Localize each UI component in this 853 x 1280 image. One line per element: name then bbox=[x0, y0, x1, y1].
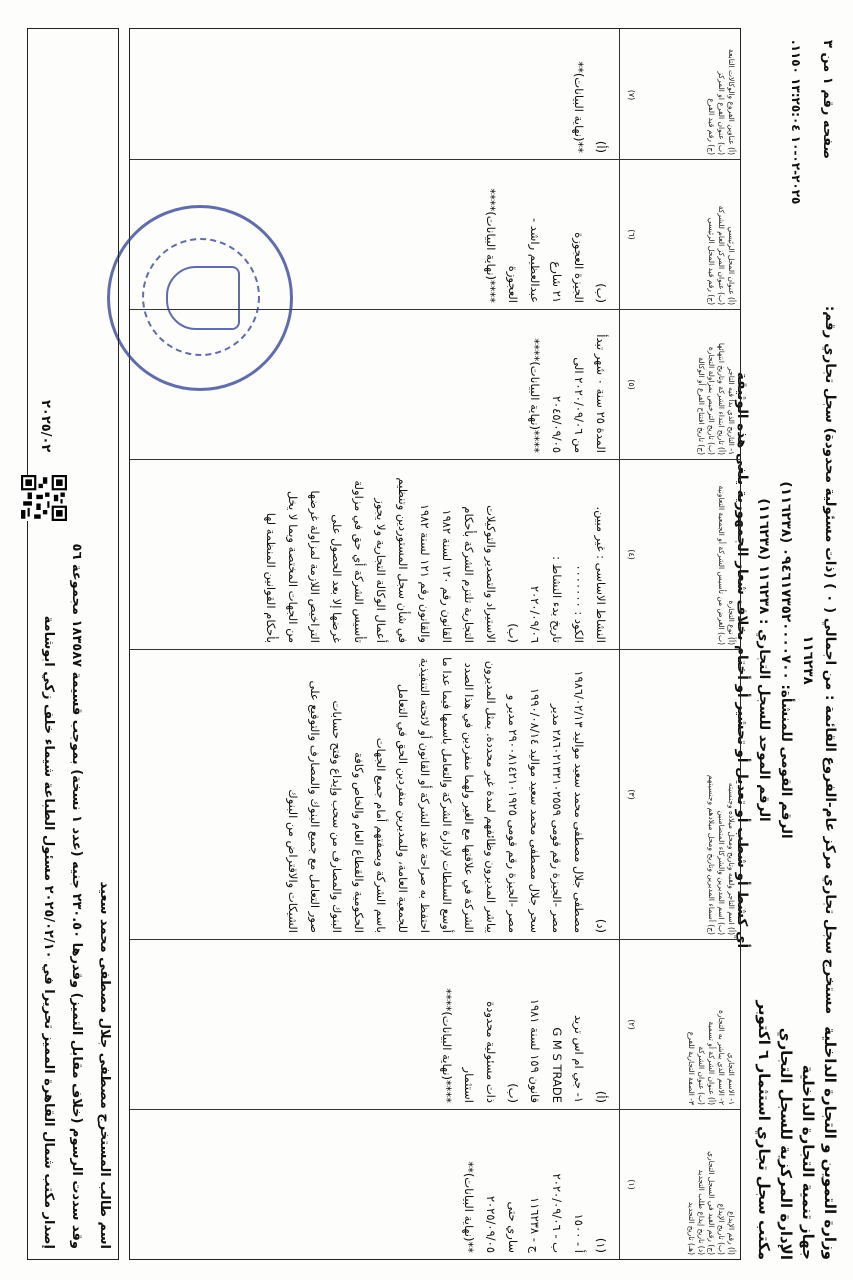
column-body: النشاط الاساسى : غير مبين. الكود : ٠٠٠٠٠٠٠ تاريخ بدء النشاط : ٢٠٢٠/٠٩/٠٦ (ب) الاستيراد والتصدير والتوكيلات التجارية تلتزم الشركة بأحكام القانون رقم ١٢٠ لسنة ١٩٨٢ والقانون رقم ١٢١ لسنة ١٩٨٢ في شأن سجل المستوردين وتنظيم أعمال الوكالة التجارية ولا يجوز تأسيس الشركة أي حق في مزاولة غرضها إلا بعد الحصول على التراخيص اللازمة لمزاولة غرضها من الجهات المختصة وبما لا يخل بأحكام القوانين المنظمة لها bbox=[264, 477, 608, 643]
column-body: (ب) الجيزة العجوزة ٢١ شارع عبدالعظيم راشد - العجوزة ****(نهاية البيانات)**** bbox=[484, 188, 608, 303]
document-title bbox=[731, 300, 841, 1020]
column-caption: ١- التاريخ الذي بدأ فيه التاجر (أ) تاريخ ابتداء الشركة وتاريخ انتهائها (ب) تاريخ الترخيص بمزاولة التجارة (ج) تاريخ افتتاح الفرع أو الوكالة bbox=[697, 342, 736, 455]
agency-name: جهاز تنمية التجارة الداخلية bbox=[799, 1064, 817, 1260]
column-2 bbox=[130, 939, 740, 1109]
column-body: المدة ٢٥ سنة ٠ شهر تبدأ من ٢٠٢٠/٠٩/٠٦ الى ٢٠٤٥/٠٩/٠٥ ****(نهاية البيانات)**** bbox=[528, 334, 608, 453]
fee-statement: وقد سددت الرسوم (خلاف مقابل التميز) وقدرها ٢٣٠.٥٠ جنيه (عدد ١ نسخة) بموجب قسيمة ١٨٣٥٨٧ مجموعة ٥٦ bbox=[69, 543, 84, 1249]
requester-name: اسم طالب المستخرج مصطفى جلال مصطفى محمد سعيد bbox=[97, 881, 112, 1249]
column-body: (١) أ - ١٥٠٠ ب - ٢٠٢٠/٠٩/٠٦ ج - ١١٦٢٣٨ ساري حتى ٢٠٢٥/٠٩/٠٥ **(نهاية البيانات)** bbox=[462, 1161, 608, 1253]
page-number: صفحه رقم ١ من ٣ bbox=[820, 40, 835, 160]
column-body: (د) مصطفى جلال مصطفى محمد سعيد مواليد ١٩٨٦/٠٢/١٣ مصر -الجيزة رقم قومى ٢٨٦٠٢١٣٢١٠٢٥٥٩ مدير سحر جلال مصطفى محمد سعيد مواليد ١٩٩٠/٠٨/١٤ مصر -الجيزة رقم قومى ٢٩٠٠٨١٤٢١٠١٩٢٥ مدير و يباشر المديرون وظائفهم لمدة غير محددة. يمثل المديرون الشركة في علاقتها مع الغير ولهما منفردين في هذا الصدد أوسع السلطات لإدارة الشركة والتعامل باسمها فيما عدا ما احتفظ به صراحة عقد الشركة أو القانون أو لائحته التنفيذية للجمعية العامة، وللمديرين منفردين الحق في التعامل باسم الشركة وبصفتهم أمام جميع الجهات الحكومية والقطاع العام والخاص وكافة البنوك والمصارف من سحب وإيداع وفتح حسابات صور التعامل مع جميع البنوك والمصارف والتوقيع على الشيكات والاقتراض من البنوك bbox=[286, 657, 608, 933]
column-number: (٢) bbox=[627, 1019, 636, 1030]
column-body: (أ) **(نهاية البيانات)** bbox=[572, 61, 608, 153]
department-name: الإدارة المركزية للسجل التجاري bbox=[777, 1027, 795, 1260]
column-4 bbox=[130, 459, 740, 649]
issuer-statement: إصدار مكتب شمال القاهرة المميز تحريرا في ٢٠٢٥/٠٢/١٠ مسئول الطباعة شيماء خلف زكي ابوشامة bbox=[41, 615, 56, 1249]
column-number: (٣) bbox=[627, 789, 636, 800]
column-number: (١) bbox=[627, 1179, 636, 1190]
office-name: مكتب سجل تجاري استثمار ٦ اكتوبر bbox=[755, 1000, 773, 1260]
column-number: (٤) bbox=[627, 549, 636, 560]
column-number: (٦) bbox=[627, 229, 636, 240]
column-7 bbox=[130, 31, 740, 159]
column-caption: (أ) نوع التجارة (ب) الغرض من تأسيس الشركة أو الجمعية التعاونية bbox=[717, 485, 736, 645]
print-serial: ٢٠٢٥/٠٢ bbox=[38, 400, 53, 453]
column-1 bbox=[130, 1109, 740, 1259]
column-3 bbox=[130, 649, 740, 939]
column-caption: (أ) رقم الإيداع (ب) تاريخ الإيداع (ج) رقم القيد في السجل التجاري (د) تاريخ إيداع طلب التجديد (هـ) تاريخ التجديد bbox=[687, 1151, 736, 1255]
column-caption: (أ) عناوين الفروع والوكالات التابعة (ب) عنوان الفرع او المركز (ج) رقم قيد الفرع bbox=[707, 48, 736, 155]
ministry-name: وزارة التموين و التجارة الداخلية bbox=[821, 1026, 839, 1260]
column-number: (٥) bbox=[627, 379, 636, 390]
column-caption: ١- الاسم التجاري ٢- الاسم الذي يباشر به التجارة (أ) عنوان الشركة أو تسمية (ب) عنوان الشركة ٣- الصفة التجارية للفرع bbox=[687, 1010, 736, 1105]
column-caption: (أ) اسم التاجر ولقبه وتاريخ ومحل ميلاده وجنسيته (ب) اسم المديرين والشركاء المتضامنين (ج) أسماء المديرين وتاريخ ومحل ميلادهم وجنسيتهم bbox=[707, 774, 736, 935]
print-timestamp: ٢٠٢٥-٠٢-١٠ ١٣:٢٥:٠٤ ١١٥٠. bbox=[789, 40, 803, 205]
fee-footer bbox=[27, 28, 119, 1260]
title-line-4: أي كشط أو شطب أو تعديل أو تحشير أو أختام بخلاف شعار الجمهورية يلغى هذه الوثيقة bbox=[734, 371, 750, 949]
title-line-2: الرقم القومى للمنشأة: ٠٩٤٦١٧٣٥٢٠٠٠٠٧٠٠ (١١٦٢٣٨) bbox=[778, 481, 794, 839]
ministry-header bbox=[753, 1000, 841, 1260]
column-number: (٧) bbox=[627, 89, 636, 101]
qr-code-icon bbox=[21, 475, 67, 521]
title-line-1: مستخرج سجل تجاري مركز عام-الفروع القائمة : من اجمالي ( ٠ ) (ذات مسئولية محدودة) سجل تجاري رقم: ١١٦٢٣٨ bbox=[800, 305, 838, 1015]
official-seal-icon bbox=[107, 205, 293, 391]
column-caption: (أ) عنوان المحل الرئيسي (ب) عنوان المركز العام للشركة (ج) رقم قيد المحل الرئيسي bbox=[707, 205, 736, 305]
column-body: (أ) ١- جي ام اس تريد G M S TRADE قانون ١٥٩ لسنة ١٩٨١ (ب) ذات مسئولية محدودة استثمار ****(نهاية البيانات)**** bbox=[440, 988, 608, 1103]
title-line-3: الرقم الموحد للسجل التجاري : ١١٦٢٣٨ (١١٦٢٣٨) bbox=[756, 498, 772, 822]
